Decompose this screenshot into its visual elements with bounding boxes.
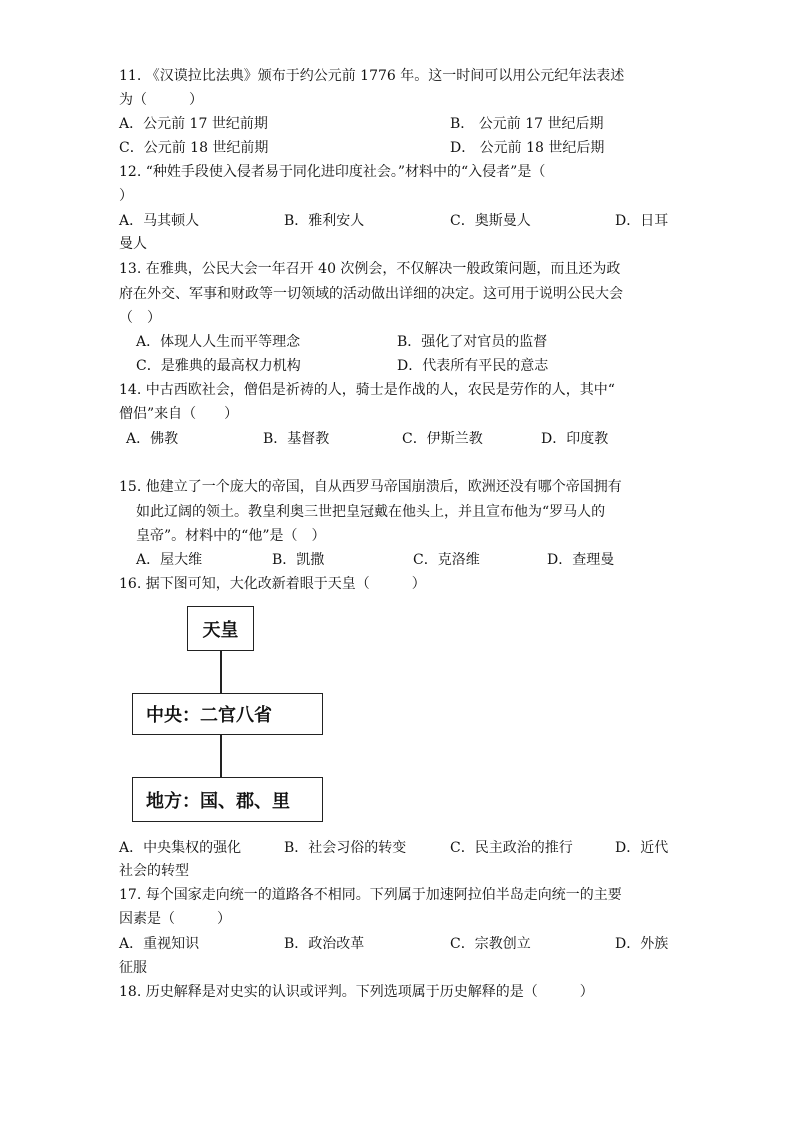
q11-option-c: C．公元前 18 世纪前期	[119, 140, 269, 156]
q16-option-a: A．中央集权的强化	[119, 840, 242, 856]
q14-option-d: D．印度教	[541, 431, 609, 447]
q18-stem-line1: 18. 历史解释是对史实的认识或评判。下列选项属于历史解释的是（ ）	[119, 984, 594, 1000]
q11-stem-line1: 11. 《汉谟拉比法典》颁布于约公元前 1776 年。这一时间可以用公元纪年法表述	[119, 68, 625, 84]
q12-option-c: C．奥斯曼人	[450, 213, 531, 229]
q13-option-a: A．体现人人生而平等理念	[136, 334, 301, 350]
diagram-box-local: 地方：国、郡、里	[132, 777, 323, 822]
q12-option-a: A．马其顿人	[119, 213, 200, 229]
q13-stem-line1: 13. 在雅典，公民大会一年召开 40 次例会，不仅解决一般政策问题，而且还为政	[119, 261, 621, 277]
q11-stem-line2: 为（ ）	[119, 92, 203, 108]
q17-option-d-wrap: 征服	[119, 960, 147, 976]
q17-stem-line1: 17. 每个国家走向统一的道路各不相同。下列属于加速阿拉伯半岛走向统一的主要	[119, 887, 622, 903]
q14-stem-line2: 僧侣”来自（ ）	[119, 406, 239, 422]
q11-option-a: A．公元前 17 世纪前期	[119, 116, 268, 132]
q17-stem-line2: 因素是（ ）	[119, 911, 231, 927]
q14-option-a: A．佛教	[126, 431, 179, 447]
q15-stem-line3: 皇帝”。材料中的“他”是（ ）	[136, 528, 326, 544]
q13-option-d: D．代表所有平民的意志	[397, 358, 549, 374]
q11-option-b: B． 公元前 17 世纪后期	[450, 116, 604, 132]
q14-option-c: C．伊斯兰教	[402, 431, 483, 447]
q14-stem-line1: 14. 中古西欧社会，僧侣是祈祷的人，骑士是作战的人，农民是劳作的人，其中“	[119, 382, 615, 398]
q13-stem-line3: （ ）	[119, 310, 161, 326]
q16-option-d-wrap: 社会的转型	[119, 863, 189, 879]
q16-stem-line1: 16. 据下图可知，大化改新着眼于天皇（ ）	[119, 576, 426, 592]
q15-option-d: D．查理曼	[547, 552, 615, 568]
q15-option-a: A．屋大维	[136, 552, 203, 568]
q11-option-d: D． 公元前 18 世纪后期	[450, 140, 605, 156]
diagram-box-central: 中央：二官八省	[132, 693, 323, 735]
q12-option-b: B．雅利安人	[284, 213, 365, 229]
q12-option-d: D．日耳	[615, 213, 669, 229]
q13-option-b: B．强化了对官员的监督	[397, 334, 548, 350]
q13-option-c: C．是雅典的最高权力机构	[136, 358, 301, 374]
q12-stem-line1: 12. “种姓手段使入侵者易于同化进印度社会。”材料中的“入侵者”是（	[119, 164, 546, 180]
q15-stem-line2: 如此辽阔的领土。教皇利奥三世把皇冠戴在他头上，并且宣布他为“罗马人的	[136, 504, 606, 520]
q15-option-c: C．克洛维	[413, 552, 480, 568]
diagram-connector-bottom	[220, 735, 222, 777]
q15-option-b: B．凯撒	[272, 552, 325, 568]
diagram-box-emperor: 天皇	[187, 606, 254, 651]
q16-option-d: D．近代	[615, 840, 669, 856]
q17-option-c: C．宗教创立	[450, 936, 531, 952]
q12-stem-line2: ）	[119, 188, 133, 204]
q12-option-d-wrap: 曼人	[119, 236, 147, 252]
q15-stem-line1: 15. 他建立了一个庞大的帝国，自从西罗马帝国崩溃后，欧洲还没有哪个帝国拥有	[119, 479, 622, 495]
q16-option-b: B．社会习俗的转变	[284, 840, 407, 856]
diagram-connector-top	[220, 651, 222, 693]
q17-option-a: A．重视知识	[119, 936, 200, 952]
q17-option-d: D．外族	[615, 936, 669, 952]
q13-stem-line2: 府在外交、军事和财政等一切领域的活动做出详细的决定。这可用于说明公民大会	[119, 286, 623, 302]
q17-option-b: B．政治改革	[284, 936, 365, 952]
q16-option-c: C．民主政治的推行	[450, 840, 573, 856]
q14-option-b: B．基督教	[263, 431, 330, 447]
